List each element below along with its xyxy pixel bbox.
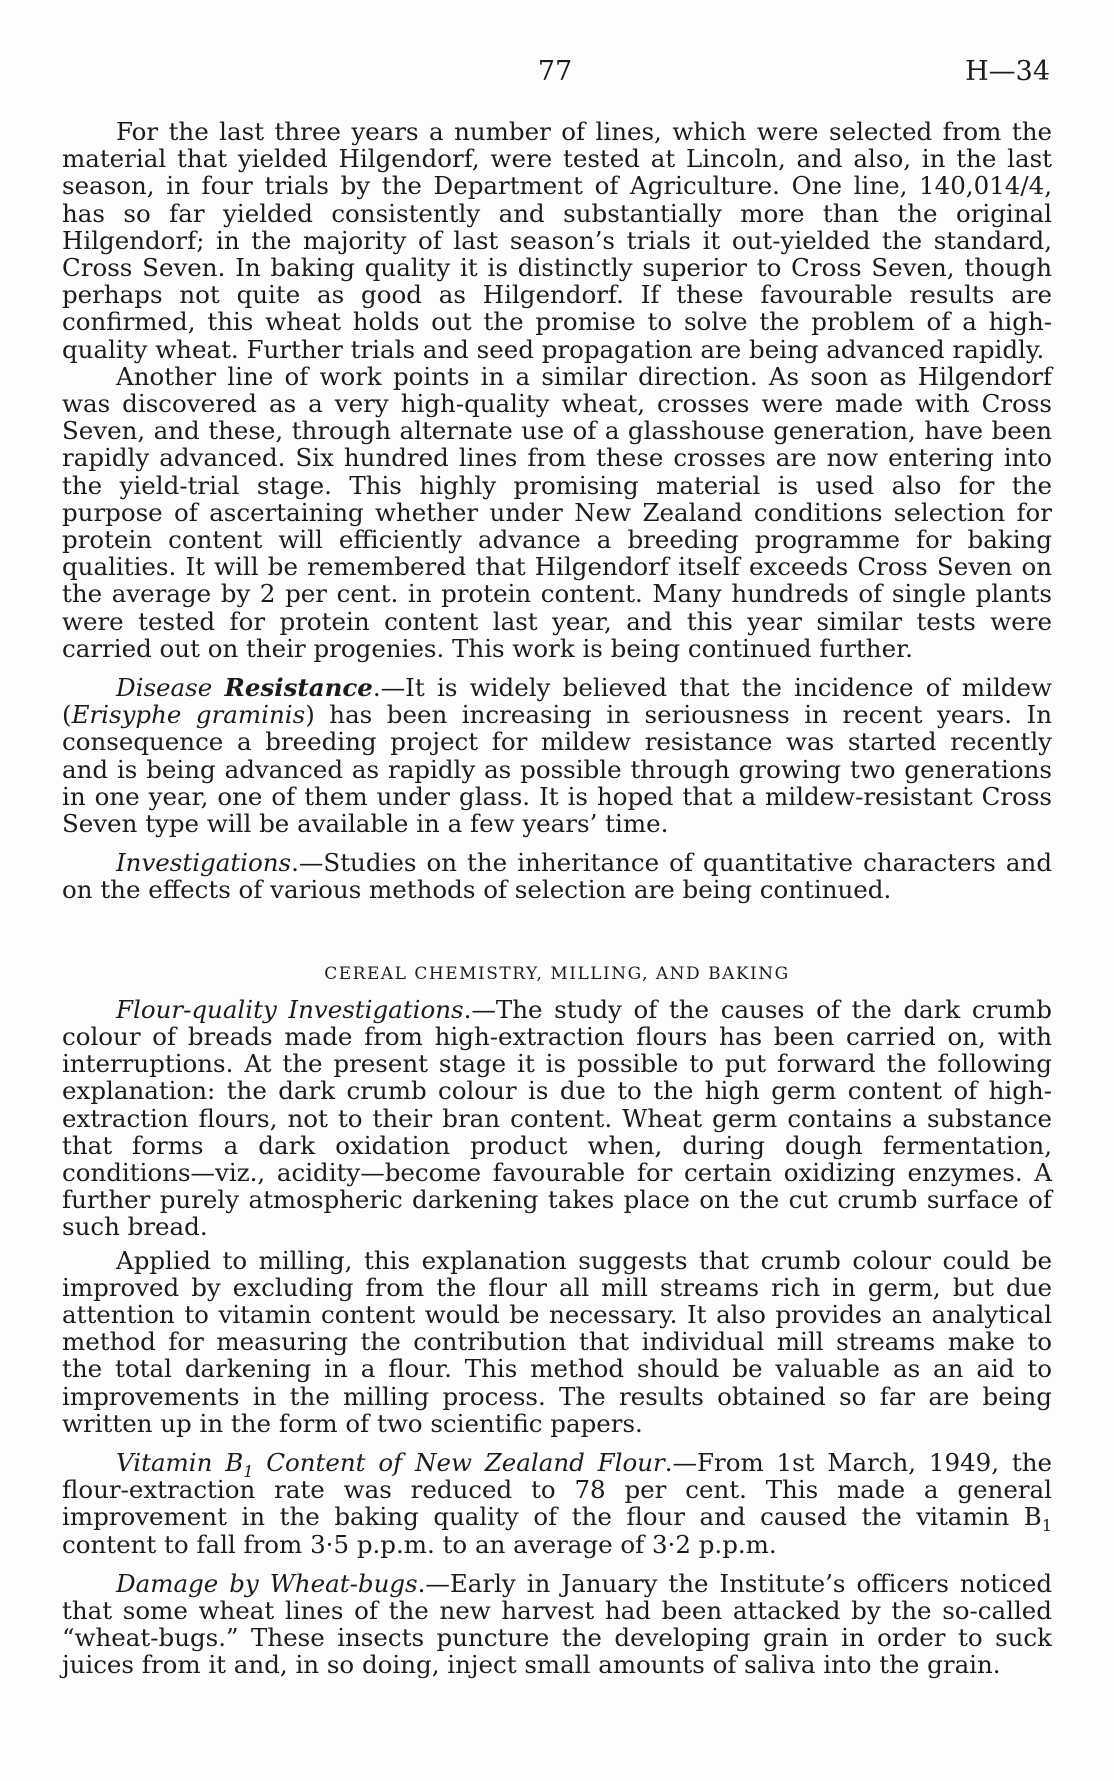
paragraph-text: .—Early in January the Institute’s officers noticed that some wheat lines of the new harvest had been attacked by the so-called “wheat-bugs.” These insects puncture the developing grain in order to suck juices from it and, in so doing, inject small amounts of saliva into the grain. (62, 1568, 1053, 1680)
paragraph-disease-resistance (62, 674, 1052, 837)
paragraph-investigations (62, 849, 1052, 903)
subscript: 1 (243, 1461, 254, 1481)
paragraph-text: content to fall from 3·5 p.p.m. to an average of 3·2 p.p.m. (62, 1529, 777, 1559)
section-heading: CEREAL CHEMISTRY, MILLING, AND BAKING (324, 963, 790, 984)
paragraph-new-lines: For the last three years a number of lines, which were selected from the material that yielded Hilgendorf, were tested at Lincoln, and also, in the last season, in four trials by the Department of Agriculture. One line, 140,014/4, has so far yielded consistently and substantially more than the original Hilgendorf; in the majority of last season’s trials it out-yielded the standard, Cross Seven. In baking quality it is distinctly superior to Cross Seven, though perhaps not quite as good as Hilgendorf. If these favourable results are confirmed, this wheat holds out the promise to solve the problem of a high-quality wheat. Further trials and seed propagation are being advanced rapidly. (62, 117, 1052, 364)
paragraph-text: .—Studies on the inheritance of quantitative characters and on the effects of various methods of selection are being continued. (62, 848, 1052, 905)
document-reference: H—34 (965, 56, 1050, 87)
run-in-heading: Damage by Wheat-bugs (116, 1568, 418, 1598)
run-in-heading-resistance: Resistance (224, 673, 373, 703)
page-header (60, 52, 1050, 92)
page-number: 77 (537, 56, 573, 87)
paragraph-text: .—It is widely believed that the incidence of mildew ( (62, 673, 1052, 730)
paragraph-text: ) has been increasing in seriousness in recent years. In consequence a breeding project for mildew resistance was started recently and is being advanced as rapidly as possible through growing two generations in one year, one of them under glass. It is hoped that a mildew-resistant Cross Seven type will be available in a few years’ time. (62, 700, 1053, 839)
paragraph-another-line: Another line of work points in a similar direction. As soon as Hilgendorf was discovered as a very high-quality wheat, crosses were made with Cross Seven, and these, through alternate use of a glasshouse generation, have been rapidly advanced. Six hundred lines from these crosses are now entering into the yield-trial stage. This highly promising material is used also for the purpose of ascertaining whether under New Zealand conditions selection for protein content will efficiently advance a breeding programme for baking qualities. It will be remembered that Hilgendorf itself exceeds Cross Seven on the average by 2 per cent. in protein content. Many hundreds of single plants were tested for protein content last year, and this year similar tests were carried out on their progenies. This work is being continued further. (62, 361, 1052, 663)
run-in-heading: Vitamin B (116, 1447, 244, 1477)
run-in-heading: Investigations (116, 848, 292, 878)
body-text (62, 118, 1052, 1679)
run-in-heading: Content of New Zealand Flour (253, 1447, 665, 1477)
subscript: 1 (1041, 1516, 1052, 1536)
paragraph-flour-quality (62, 996, 1052, 1241)
paragraph-vitamin-b1 (62, 1449, 1052, 1558)
latin-name: Erisyphe graminis (71, 700, 306, 730)
paragraph-wheat-bugs (62, 1570, 1052, 1679)
run-in-heading-disease: Disease (116, 673, 225, 703)
paragraph-text: .—From 1st March, 1949, the flour-extraction rate was reduced to 78 per cent. This made a general improvement in the baking quality of the flour and caused the vitamin B (62, 1447, 1052, 1532)
run-in-heading: Flour-quality Investigations (116, 994, 464, 1024)
paragraph-text: .—The study of the causes of the dark crumb colour of breads made from high-extraction flours has been carried on, with interruptions. At the present stage it is possible to put forward the following explanation: the dark crumb colour is due to the high germ content of high-extraction flours, not to their bran content. Wheat germ contains a substance that forms a dark oxidation product when, during dough fermentation, conditions—viz., acidity—become favourable for certain oxidizing enzymes. A further purely atmospheric darkening takes place on the cut crumb surface of such bread. (62, 994, 1052, 1242)
paragraph-applied-to-milling: Applied to milling, this explanation suggests that crumb colour could be improved by excluding from the flour all mill streams rich in germ, but due attention to vitamin content would be necessary. It also provides an analytical method for measuring the contribution that individual mill streams make to the total darkening in a flour. This method should be valuable as an aid to improvements in the milling process. The results obtained so far are being written up in the form of two scientific papers. (62, 1245, 1052, 1438)
